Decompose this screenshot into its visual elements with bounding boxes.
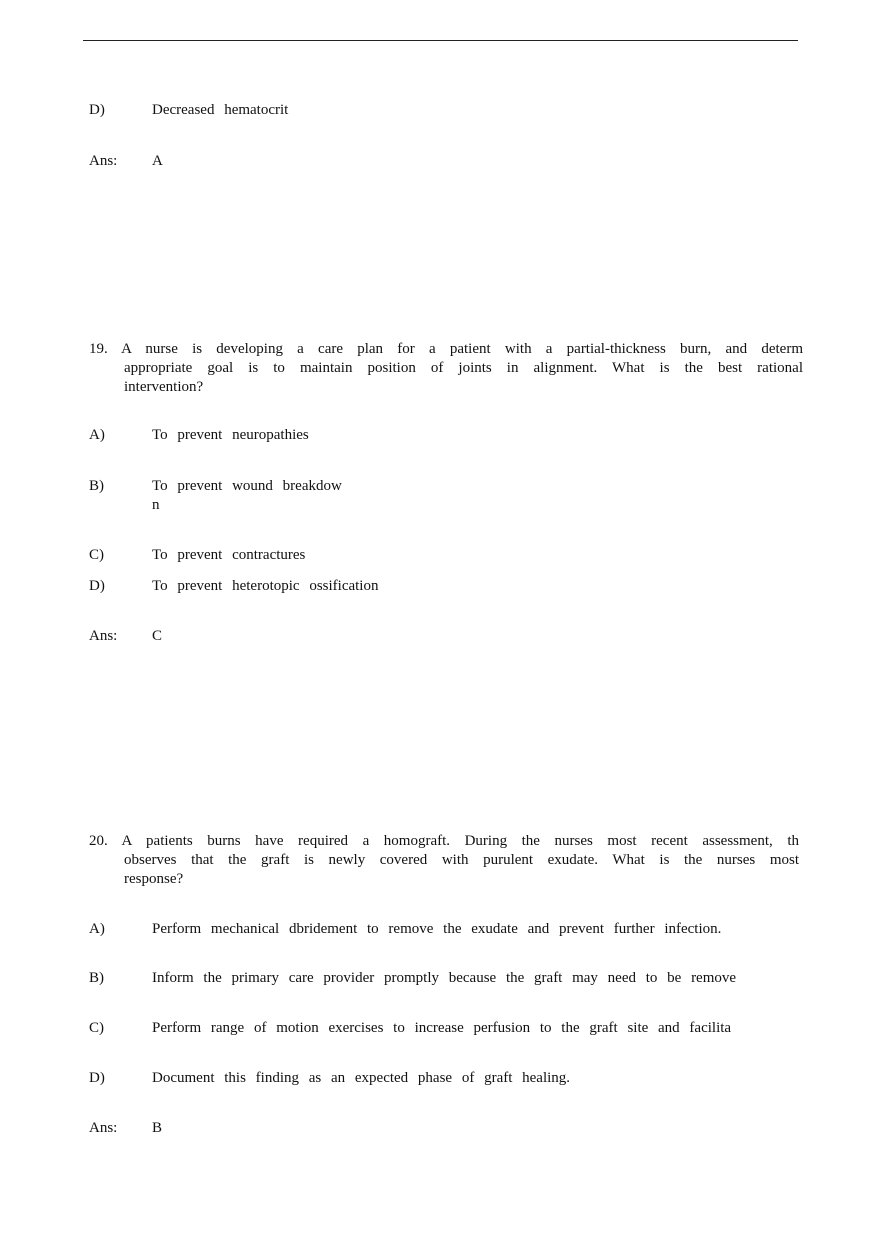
q20-option-a-label: A) [89, 921, 105, 937]
q19-option-d-text: To prevent heterotopic ossification [152, 578, 379, 594]
q19-option-a-text: To prevent neuropathies [152, 427, 309, 443]
q18-option-d-text: Decreased hematocrit [152, 102, 289, 118]
q20-option-d-label: D) [89, 1070, 105, 1086]
q20-option-c-text: Perform range of motion exercises to increase perfusion to the graft site and facilita [152, 1020, 732, 1036]
q19-option-d-label: D) [89, 578, 105, 594]
q19-option-a-label: A) [89, 427, 105, 443]
q19-stem-line: intervention? [124, 379, 204, 395]
header-rule [83, 40, 798, 41]
q19-stem-line: appropriate goal is to maintain position of joints in alignment. What is the best rational [124, 360, 803, 376]
q19-option-c-label: C) [89, 547, 104, 563]
q19-answer-label: Ans: [89, 628, 118, 644]
q20-stem [89, 832, 799, 889]
q19-option-b-text: To prevent wound breakdow [152, 478, 342, 494]
q19-option-b-wrap: n [152, 497, 160, 513]
q20-option-d-text: Document this finding as an expected phase of graft healing. [152, 1070, 571, 1086]
q20-answer-value: B [152, 1120, 163, 1136]
q19-stem [89, 340, 803, 397]
q19-stem-line: 19. A nurse is developing a care plan for a patient with a partial-thickness burn, and determ [89, 341, 803, 357]
q18-answer-value: A [152, 153, 163, 169]
q20-stem-line: response? [124, 871, 184, 887]
q20-option-a-text: Perform mechanical dbridement to remove the exudate and prevent further infection. [152, 921, 722, 937]
q20-option-b-label: B) [89, 970, 104, 986]
q20-stem-line: observes that the graft is newly covered with purulent exudate. What is the nurses most [124, 852, 799, 868]
q18-answer-label: Ans: [89, 153, 118, 169]
q20-answer-label: Ans: [89, 1120, 118, 1136]
q20-option-b-text: Inform the primary care provider promptly because the graft may need to be remove [152, 970, 737, 986]
q19-option-b-label: B) [89, 478, 104, 494]
q19-option-c-text: To prevent contractures [152, 547, 306, 563]
q20-stem-line: 20. A patients burns have required a homograft. During the nurses most recent assessment, th [89, 833, 799, 849]
q20-option-c-label: C) [89, 1020, 104, 1036]
q18-option-d-label: D) [89, 102, 105, 118]
q19-answer-value: C [152, 628, 163, 644]
